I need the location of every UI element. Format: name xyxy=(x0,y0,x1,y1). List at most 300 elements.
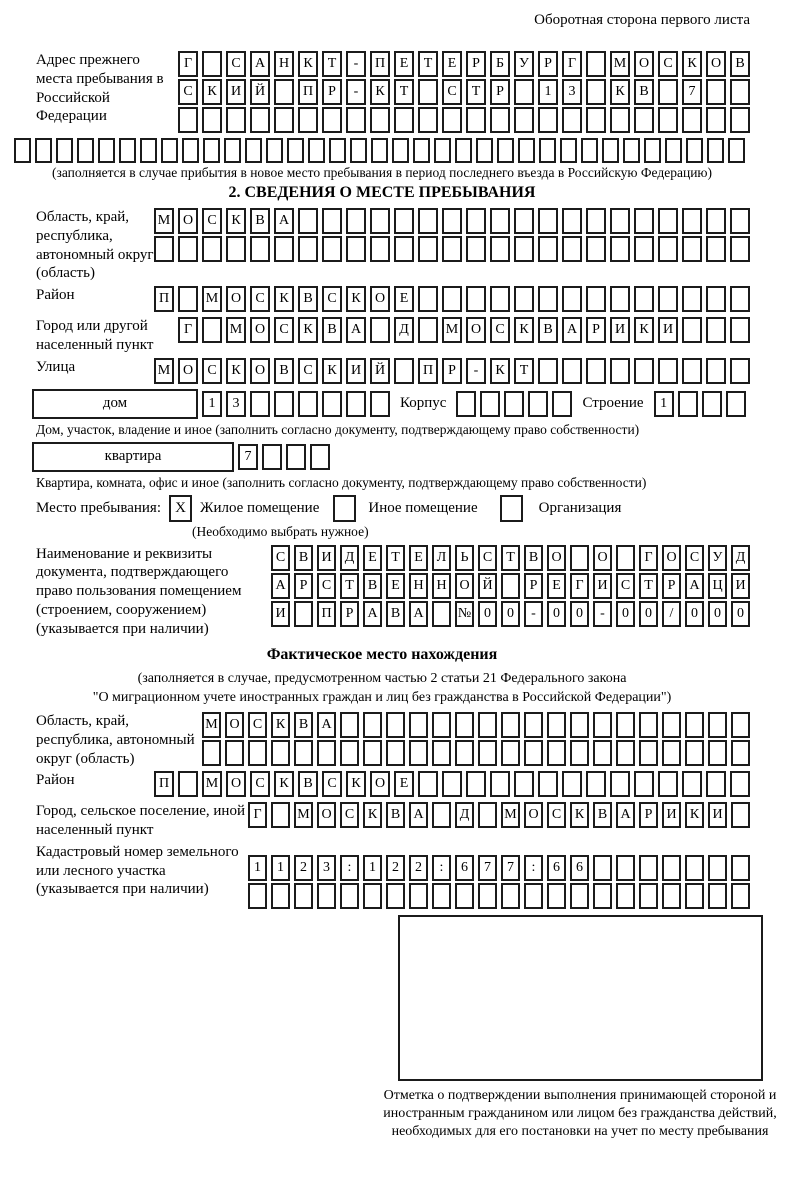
document-field xyxy=(14,545,750,639)
form-cell xyxy=(685,855,704,881)
form-cell xyxy=(203,138,220,163)
form-cell xyxy=(298,236,318,262)
form-cell: А xyxy=(274,208,294,234)
prev-address-field xyxy=(14,51,750,135)
form-cell xyxy=(610,358,630,384)
form-cell: Ц xyxy=(708,573,727,599)
form-cell: К xyxy=(274,771,294,797)
form-cell xyxy=(708,883,727,909)
form-cell: П xyxy=(154,286,174,312)
form-cell: А xyxy=(346,317,366,343)
form-cell xyxy=(514,79,534,105)
form-cell xyxy=(524,883,543,909)
form-cell xyxy=(56,138,73,163)
form-cell: К xyxy=(363,802,382,828)
form-cell xyxy=(639,740,658,766)
form-cell xyxy=(586,286,606,312)
form-cell xyxy=(639,712,658,738)
form-cell xyxy=(706,107,726,133)
kadastr-row-1 xyxy=(248,855,750,881)
form-cell: 0 xyxy=(616,601,635,627)
form-cell xyxy=(266,138,283,163)
form-cell xyxy=(518,138,535,163)
form-cell: О xyxy=(250,358,270,384)
kvartira-cells xyxy=(238,444,330,470)
form-cell: И xyxy=(593,573,612,599)
form-cell: Б xyxy=(490,51,510,77)
document-row-3 xyxy=(271,601,750,627)
form-cell xyxy=(119,138,136,163)
form-cell xyxy=(731,712,750,738)
stroenie-label: Строение xyxy=(582,395,644,411)
form-cell xyxy=(586,208,606,234)
form-cell: А xyxy=(409,601,428,627)
kvartira-row xyxy=(32,442,750,472)
form-cell xyxy=(370,236,390,262)
form-cell xyxy=(442,208,462,234)
form-cell: О xyxy=(547,545,566,571)
form-cell xyxy=(501,573,520,599)
form-cell xyxy=(418,771,438,797)
form-cell: П xyxy=(298,79,318,105)
form-cell xyxy=(455,138,472,163)
form-cell xyxy=(662,883,681,909)
form-cell: - xyxy=(346,51,366,77)
fact-note-1: (заполняется в случае, предусмотренном частью 2 статьи 21 Федерального закона xyxy=(137,671,627,687)
form-cell: М xyxy=(294,802,313,828)
form-cell: Е xyxy=(547,573,566,599)
form-cell xyxy=(514,107,534,133)
form-cell xyxy=(310,444,330,470)
form-cell: К xyxy=(274,286,294,312)
form-cell xyxy=(730,771,750,797)
form-cell: К xyxy=(271,712,290,738)
form-cell: С xyxy=(202,208,222,234)
form-cell xyxy=(35,138,52,163)
form-cell: В xyxy=(294,545,313,571)
form-cell xyxy=(524,712,543,738)
form-cell: Р xyxy=(442,358,462,384)
fact-oblast-label: Область, край, республика, автономный округ (область) xyxy=(36,713,195,767)
form-cell xyxy=(678,391,698,417)
form-cell xyxy=(432,740,451,766)
form-cell: 0 xyxy=(639,601,658,627)
form-cell: К xyxy=(226,208,246,234)
form-cell xyxy=(161,138,178,163)
form-cell xyxy=(409,740,428,766)
raion-field xyxy=(14,286,750,314)
form-cell xyxy=(248,883,267,909)
form-cell: 0 xyxy=(547,601,566,627)
form-cell: 7 xyxy=(501,855,520,881)
fact-gorod-label: Город, сельское поселение, иной населенный пункт xyxy=(36,803,245,839)
form-cell: В xyxy=(730,51,750,77)
form-cell: О xyxy=(455,573,474,599)
form-cell: 1 xyxy=(271,855,290,881)
form-cell: К xyxy=(346,771,366,797)
fact-oblast-field xyxy=(14,712,750,768)
form-cell: Д xyxy=(340,545,359,571)
form-cell xyxy=(538,286,558,312)
form-cell: В xyxy=(250,208,270,234)
form-cell: 3 xyxy=(226,391,246,417)
form-cell: О xyxy=(250,317,270,343)
document-row-2 xyxy=(271,573,750,599)
form-cell xyxy=(418,317,438,343)
form-cell xyxy=(418,79,438,105)
form-cell xyxy=(634,208,654,234)
form-cell: К xyxy=(570,802,589,828)
form-cell xyxy=(593,855,612,881)
form-cell xyxy=(685,712,704,738)
form-cell xyxy=(262,444,282,470)
form-cell: С xyxy=(298,358,318,384)
prev-address-rows xyxy=(178,51,750,135)
form-cell xyxy=(248,740,267,766)
form-cell: С xyxy=(178,79,198,105)
form-cell xyxy=(562,208,582,234)
form-cell: Г xyxy=(178,317,198,343)
form-cell: М xyxy=(154,358,174,384)
form-cell xyxy=(514,208,534,234)
form-cell: Е xyxy=(386,573,405,599)
form-cell xyxy=(706,358,726,384)
prev-address-row-2 xyxy=(178,79,750,105)
form-cell xyxy=(623,138,640,163)
form-cell: О xyxy=(225,712,244,738)
form-cell xyxy=(202,740,221,766)
form-cell xyxy=(730,286,750,312)
form-cell xyxy=(140,138,157,163)
form-cell xyxy=(394,358,414,384)
form-cell: С xyxy=(658,51,678,77)
form-cell: О xyxy=(226,286,246,312)
form-cell xyxy=(250,107,270,133)
form-cell xyxy=(394,208,414,234)
form-cell: О xyxy=(662,545,681,571)
form-cell: К xyxy=(298,317,318,343)
form-cell: И xyxy=(610,317,630,343)
form-cell: Д xyxy=(731,545,750,571)
form-cell: Н xyxy=(274,51,294,77)
form-cell: Р xyxy=(586,317,606,343)
form-cell xyxy=(271,740,290,766)
form-cell: И xyxy=(662,802,681,828)
form-cell: - xyxy=(466,358,486,384)
form-cell: В xyxy=(274,358,294,384)
form-cell xyxy=(490,208,510,234)
form-cell: К xyxy=(298,51,318,77)
form-cell: 7 xyxy=(478,855,497,881)
fact-note-2: "О миграционном учете иностранных граждан и лиц без гражданства в Российской Федерации") xyxy=(92,690,672,706)
form-cell xyxy=(562,236,582,262)
form-cell xyxy=(370,107,390,133)
form-cell: М xyxy=(442,317,462,343)
form-cell: Д xyxy=(394,317,414,343)
form-cell: - xyxy=(524,601,543,627)
form-cell xyxy=(706,317,726,343)
form-cell xyxy=(466,286,486,312)
form-cell xyxy=(702,391,722,417)
form-cell xyxy=(442,771,462,797)
form-cell xyxy=(274,236,294,262)
form-cell xyxy=(317,883,336,909)
oblast-label: Область, край, республика, автономный округ (область) xyxy=(36,209,154,282)
form-cell: У xyxy=(514,51,534,77)
form-cell: К xyxy=(610,79,630,105)
form-cell xyxy=(386,712,405,738)
form-cell xyxy=(708,740,727,766)
form-cell: О xyxy=(706,51,726,77)
form-cell xyxy=(562,358,582,384)
form-cell: М xyxy=(202,771,222,797)
form-cell xyxy=(514,286,534,312)
form-cell xyxy=(708,855,727,881)
form-cell xyxy=(562,107,582,133)
form-cell: В xyxy=(363,573,382,599)
form-cell xyxy=(294,740,313,766)
fact-oblast-row-1 xyxy=(202,712,750,738)
form-cell xyxy=(731,802,750,828)
form-cell: Р xyxy=(322,79,342,105)
form-cell: В xyxy=(298,286,318,312)
gorod-row xyxy=(178,317,750,343)
checkbox-inoe xyxy=(333,495,356,522)
form-cell: К xyxy=(685,802,704,828)
form-cell: Р xyxy=(639,802,658,828)
form-cell: О xyxy=(524,802,543,828)
form-cell: С xyxy=(547,802,566,828)
prev-address-row-3 xyxy=(178,107,750,133)
form-cell xyxy=(547,883,566,909)
form-cell xyxy=(298,208,318,234)
form-cell: И xyxy=(731,573,750,599)
form-cell: 1 xyxy=(654,391,674,417)
form-cell xyxy=(476,138,493,163)
form-cell: Е xyxy=(442,51,462,77)
korpus-label: Корпус xyxy=(400,395,447,411)
form-cell xyxy=(665,138,682,163)
form-cell: Е xyxy=(394,51,414,77)
form-cell xyxy=(308,138,325,163)
form-cell xyxy=(363,883,382,909)
form-cell: Г xyxy=(562,51,582,77)
form-cell: О xyxy=(178,208,198,234)
form-cell xyxy=(286,444,306,470)
form-cell xyxy=(658,236,678,262)
form-cell xyxy=(634,236,654,262)
section2-title: 2. СВЕДЕНИЯ О МЕСТЕ ПРЕБЫВАНИЯ xyxy=(228,184,536,201)
form-cell xyxy=(731,740,750,766)
form-cell xyxy=(706,286,726,312)
form-cell: С xyxy=(271,545,290,571)
form-cell xyxy=(432,883,451,909)
form-cell: Т xyxy=(322,51,342,77)
form-cell xyxy=(730,236,750,262)
form-cell xyxy=(726,391,746,417)
form-cell: Г xyxy=(178,51,198,77)
form-cell: О xyxy=(317,802,336,828)
form-cell xyxy=(340,883,359,909)
form-cell: М xyxy=(202,712,221,738)
form-cell xyxy=(274,79,294,105)
form-cell: В xyxy=(593,802,612,828)
form-cell: Т xyxy=(394,79,414,105)
form-cell xyxy=(245,138,262,163)
form-cell xyxy=(706,208,726,234)
form-cell: С xyxy=(490,317,510,343)
form-cell: П xyxy=(370,51,390,77)
form-cell: Р xyxy=(524,573,543,599)
fact-raion-row xyxy=(154,771,750,797)
form-cell: Т xyxy=(386,545,405,571)
form-cell xyxy=(658,208,678,234)
fact-gorod-field xyxy=(14,802,750,840)
form-cell xyxy=(570,545,589,571)
form-cell: Р xyxy=(294,573,313,599)
form-cell: Т xyxy=(501,545,520,571)
form-cell xyxy=(154,236,174,262)
form-cell: К xyxy=(634,317,654,343)
form-cell xyxy=(225,740,244,766)
kadastr-label: Кадастровый номер земельного или лесного участка (указывается при наличии) xyxy=(36,843,239,898)
form-cell xyxy=(593,883,612,909)
form-cell xyxy=(586,51,606,77)
form-cell xyxy=(586,236,606,262)
form-cell xyxy=(226,107,246,133)
kadastr-row-2 xyxy=(248,883,750,909)
form-cell xyxy=(662,740,681,766)
form-cell xyxy=(731,883,750,909)
form-cell: О xyxy=(634,51,654,77)
form-cell: К xyxy=(490,358,510,384)
form-cell: Г xyxy=(248,802,267,828)
form-cell xyxy=(682,771,702,797)
form-cell xyxy=(322,236,342,262)
form-cell xyxy=(658,771,678,797)
form-cell: 7 xyxy=(238,444,258,470)
form-cell: У xyxy=(708,545,727,571)
form-cell: Е xyxy=(394,286,414,312)
kadastr-field xyxy=(14,843,750,911)
form-cell xyxy=(685,740,704,766)
form-cell xyxy=(294,601,313,627)
form-cell xyxy=(340,740,359,766)
form-cell xyxy=(202,236,222,262)
form-cell: 3 xyxy=(317,855,336,881)
form-cell: С xyxy=(250,286,270,312)
form-cell: Г xyxy=(639,545,658,571)
form-cell: 1 xyxy=(248,855,267,881)
form-cell xyxy=(386,740,405,766)
form-cell: М xyxy=(501,802,520,828)
form-cell xyxy=(639,883,658,909)
form-cell: Е xyxy=(394,771,414,797)
form-cell: - xyxy=(593,601,612,627)
form-cell: : xyxy=(524,855,543,881)
form-cell xyxy=(514,236,534,262)
form-cell xyxy=(370,317,390,343)
form-cell xyxy=(706,79,726,105)
form-cell xyxy=(586,358,606,384)
form-cell: О xyxy=(370,771,390,797)
form-cell: А xyxy=(317,712,336,738)
form-cell: А xyxy=(250,51,270,77)
form-cell xyxy=(77,138,94,163)
korpus-cells xyxy=(456,391,572,417)
form-cell xyxy=(418,236,438,262)
form-cell: Д xyxy=(455,802,474,828)
form-cell: И xyxy=(708,802,727,828)
form-cell xyxy=(371,138,388,163)
form-cell: 0 xyxy=(501,601,520,627)
stamp-caption: Отметка о подтверждении выполнения принимающей стороной и иностранным гражданином или лицом без гражданства действий, необходимых для его постановки на учет по месту пребывания xyxy=(383,1087,777,1140)
form-cell: Н xyxy=(409,573,428,599)
kvartira-box: квартира xyxy=(32,442,234,472)
form-cell xyxy=(350,138,367,163)
form-cell xyxy=(593,740,612,766)
oblast-row-1 xyxy=(154,208,750,234)
form-cell xyxy=(570,740,589,766)
form-cell: 0 xyxy=(685,601,704,627)
form-cell: Е xyxy=(409,545,428,571)
form-cell xyxy=(634,107,654,133)
form-cell xyxy=(271,802,290,828)
form-cell xyxy=(466,236,486,262)
form-cell xyxy=(586,107,606,133)
form-cell: С xyxy=(685,545,704,571)
kvartira-caption: Квартира, комната, офис и иное (заполнить согласно документу, подтверждающему право собственности) xyxy=(36,474,647,490)
form-cell: 0 xyxy=(570,601,589,627)
checkbox-org xyxy=(500,495,523,522)
raion-label: Район xyxy=(36,287,75,303)
dom-cells xyxy=(202,391,390,417)
form-cell xyxy=(570,712,589,738)
form-cell xyxy=(706,236,726,262)
form-cell: Т xyxy=(418,51,438,77)
form-cell: 7 xyxy=(682,79,702,105)
form-cell xyxy=(538,107,558,133)
form-cell: С xyxy=(322,771,342,797)
form-cell: М xyxy=(610,51,630,77)
form-cell xyxy=(490,286,510,312)
form-cell xyxy=(504,391,524,417)
form-cell xyxy=(538,208,558,234)
form-cell xyxy=(730,208,750,234)
prev-address-label: Адрес прежнего места пребывания в Российской Федерации xyxy=(36,52,164,125)
form-cell xyxy=(490,107,510,133)
form-cell xyxy=(634,358,654,384)
form-cell xyxy=(593,712,612,738)
form-cell xyxy=(346,391,366,417)
form-cell: К xyxy=(370,79,390,105)
form-cell: С xyxy=(616,573,635,599)
form-cell xyxy=(616,883,635,909)
ulitsa-field xyxy=(14,358,750,386)
form-cell xyxy=(298,107,318,133)
form-cell: Р xyxy=(538,51,558,77)
form-cell: А xyxy=(562,317,582,343)
form-cell xyxy=(322,391,342,417)
form-cell xyxy=(250,236,270,262)
form-cell: О xyxy=(178,358,198,384)
form-cell xyxy=(432,601,451,627)
form-cell xyxy=(434,138,451,163)
form-cell: С xyxy=(274,317,294,343)
form-cell: И xyxy=(226,79,246,105)
form-cell xyxy=(478,802,497,828)
form-cell xyxy=(202,107,222,133)
